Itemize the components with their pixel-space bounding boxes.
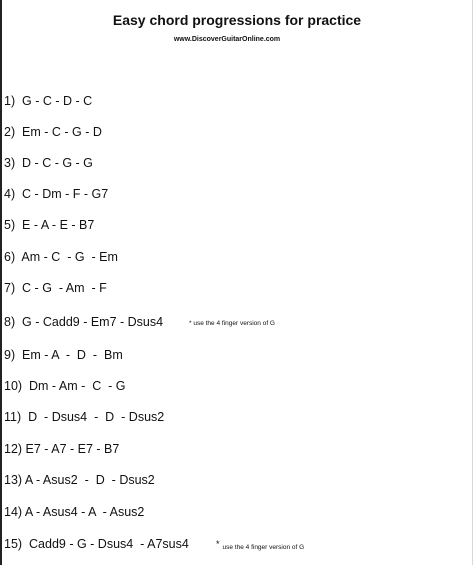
progression-9: 9) Em - A - D - Bm [4,348,123,362]
progression-13: 13) A - Asus2 - D - Dsus2 [4,473,155,487]
note-4-finger-g: * use the 4 finger version of G [189,320,275,327]
right-border [472,0,473,565]
progression-7: 7) C - G - Am - F [4,281,107,295]
note-text: use the 4 finger version of G [222,544,305,551]
progression-10: 10) Dm - Am - C - G [4,379,126,393]
progression-6: 6) Am - C - G - Em [4,250,118,264]
website-url: www.DiscoverGuitarOnline.com [173,36,281,43]
asterisk-mark: * [216,539,220,549]
progression-12: 12) E7 - A7 - E7 - B7 [4,442,120,456]
progression-4: 4) C - Dm - F - G7 [4,187,109,201]
progression-3: 3) D - C - G - G [4,156,93,170]
progression-14: 14) A - Asus4 - A - Asus2 [4,505,145,519]
progression-8: 8) G - Cadd9 - Em7 - Dsus4 [4,315,164,329]
page-title: Easy chord progressions for practice [112,12,362,28]
progression-15: 15) Cadd9 - G - Dsus4 - A7sus4 [4,537,189,551]
left-border [0,0,2,565]
progression-1: 1) G - C - D - C [4,94,93,108]
note-4-finger-g-2 [216,539,304,551]
progression-2: 2) Em - C - G - D [4,125,102,139]
progression-5: 5) E - A - E - B7 [4,218,95,232]
progression-11: 11) D - Dsus4 - D - Dsus2 [4,410,165,424]
